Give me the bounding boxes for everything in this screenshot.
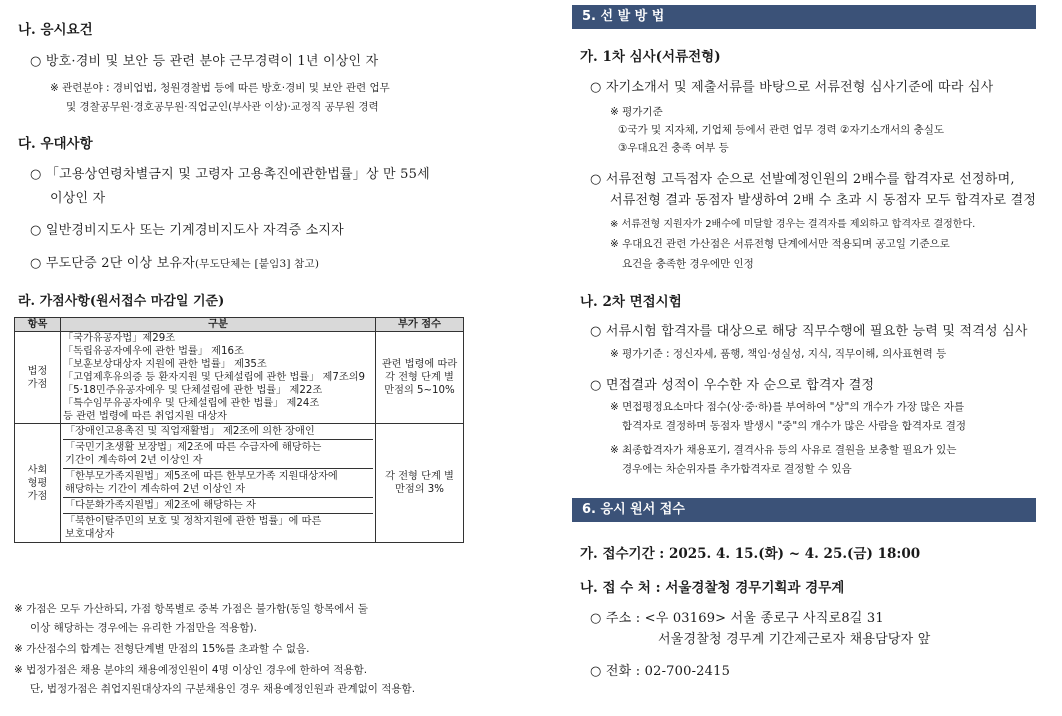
review-note: ※ 서류전형 지원자가 2배수에 미달할 경우는 결격자를 제외하고 합격자로 결정한다. — [610, 219, 976, 230]
legal-points-cell: 관련 법령에 따라 각 전형 단계 별 만점의 5~10% — [376, 332, 464, 424]
category-cell-legal: 법정 가점 — [15, 332, 61, 424]
subsection-title-document-review: 가. 1차 심사(서류전형) — [580, 49, 721, 65]
review-note: ※ 우대요건 관련 가산점은 서류전형 단계에서만 적용되며 공고일 기준으로 — [610, 238, 950, 250]
interview-note-continued: 경우에는 차순위자를 추가합격자로 결정할 수 있음 — [622, 463, 852, 475]
footnote: ※ 가산점수의 합계는 전형단계별 만점의 15%를 초과할 수 없음. — [14, 643, 310, 655]
social-item: 「북한이탈주민의 보호 및 정착지원에 관한 법률」에 따른 보호대상자 — [65, 516, 322, 540]
preference-item-martial-arts: ○ 무도단증 2단 이상 보유자(무도단체는 [붙임3] 참고) — [30, 256, 320, 271]
preference-item-age: ○ 「고용상연령차별금지 및 고령자 고용촉진에관한법률」상 만 55세 — [30, 167, 430, 182]
interview-note: ※ 최종합격자가 채용포기, 결격사유 등의 사유로 결원을 보충할 필요가 있는 — [610, 444, 957, 456]
review-note-continued: 요건을 충족한 경우에만 인정 — [622, 258, 754, 270]
footnote-continued: 단, 법정가점은 취업지원대상자의 구분채용인 경우 채용예정인원과 관계없이 적용함. — [30, 683, 416, 695]
table-header: 항목 — [15, 318, 61, 332]
requirement-note-continued: 및 경찰공무원·경호공무원·직업군인(부사관 이상)·교정직 공무원 경력 — [66, 101, 379, 113]
social-item: 「국민기초생활 보장법」제2조에 따른 수급자에 해당하는 기간이 계속하여 2년 이상인 자 — [63, 440, 373, 469]
section-title-bonus-points: 라. 가점사항(원서접수 마감일 기준) — [18, 294, 225, 309]
application-period: 가. 접수기간 : 2025. 4. 15.(화) ~ 4. 25.(금) 18:00 — [580, 546, 921, 562]
interview-note: ※ 면접평정요소마다 점수(상·중·하)를 부여하여 "상"의 개수가 가장 많은 자를 — [610, 401, 965, 413]
table-header: 구분 — [61, 318, 376, 332]
bonus-points-table — [14, 317, 464, 543]
subsection-title-interview: 나. 2차 면접시험 — [580, 294, 682, 310]
review-item-continued: 서류전형 결과 동점자 발생하여 2배 수 초과 시 동점자 모두 합격자로 결정 — [610, 193, 1037, 208]
review-item: ○ 자기소개서 및 제출서류를 바탕으로 서류전형 심사기준에 따라 심사 — [590, 80, 994, 95]
footnote: ※ 법정가점은 채용 분야의 채용예정인원이 4명 이상인 경우에 한하여 적용함. — [14, 664, 368, 676]
social-items-cell — [61, 424, 376, 543]
table-row-legal — [15, 332, 464, 424]
category-cell-social: 사회 형평 가점 — [15, 424, 61, 543]
review-note: ※ 평가기준 — [610, 106, 663, 118]
address-continued: 서울경찰청 경무계 기간제근로자 채용담당자 앞 — [658, 632, 931, 647]
review-note-criteria: ①국가 및 지자체, 기업체 등에서 관련 업무 경력 ②자기소개서의 충실도 — [618, 124, 945, 136]
requirement-item: ○ 방호·경비 및 보안 등 관련 분야 근무경력이 1년 이상인 자 — [30, 54, 379, 69]
section-bar-selection-method: 5. 선 발 방 법 — [572, 5, 1036, 29]
phone: ○ 전화 : 02-700-2415 — [590, 664, 731, 679]
interview-note-continued: 합격자로 결정하며 동점자 발생시 "중"의 개수가 많은 사람을 합격자로 결정 — [622, 420, 966, 432]
section-title-preferences: 다. 우대사항 — [18, 136, 93, 152]
table-header-row — [15, 318, 464, 332]
table-header: 부가 점수 — [376, 318, 464, 332]
social-item: 「한부모가족지원법」제5조에 따른 한부모가족 지원대상자에 해당하는 기간이 계속하여 2년 이상인 자 — [63, 469, 373, 498]
interview-note: ※ 평가기준 : 정신자세, 품행, 책임·성실성, 지식, 직무이해, 의사표현력 등 — [610, 348, 947, 360]
preference-item-license: ○ 일반경비지도사 또는 기계경비지도사 자격증 소지자 — [30, 223, 344, 238]
application-office: 나. 접 수 처 : 서울경찰청 경무기획과 경무계 — [580, 580, 845, 596]
interview-item: ○ 서류시험 합격자를 대상으로 해당 직무수행에 필요한 능력 및 적격성 심사 — [590, 324, 1028, 339]
interview-item: ○ 면접결과 성적이 우수한 자 순으로 합격자 결정 — [590, 378, 875, 393]
social-points-cell: 각 전형 단계 별 만점의 3% — [376, 424, 464, 543]
footnote-continued: 이상 해당하는 경우에는 유리한 가점만을 적용함). — [30, 622, 257, 634]
section-bar-application: 6. 응시 원서 접수 — [572, 498, 1036, 522]
preference-item-age-cont: 이상인 자 — [50, 191, 106, 206]
social-item: 「다문화가족지원법」제2조에 해당하는 자 — [63, 498, 373, 514]
address: ○ 주소 : <우 03169> 서울 종로구 사직로8길 31 — [590, 611, 884, 626]
review-note-criteria: ③우대요건 충족 여부 등 — [618, 142, 729, 154]
social-item: 「장애인고용촉진 및 직업재활법」 제2조에 의한 장애인 — [63, 424, 373, 440]
table-row-social — [15, 424, 464, 543]
footnote: ※ 가점은 모두 가산하되, 가점 항목별로 중복 가점은 불가함(동일 항목에서 둘 — [14, 603, 368, 615]
right-column — [570, 0, 1050, 716]
legal-laws-cell: 「국가유공자법」제29조 「독립유공자예우에 관한 법률」 제16조 「보훈보상대상자 지원에 관한 법률」 제35조 「고엽제후유의증 등 환자지원 및 단체설립에 관한 법률」 제7조의9 「5·18민주유공자예우 및 단체설립에 관한 법률」 제22조 「특수임무유공자예우 및 단체설립에 관한 법률」 제24조 등 관련 법령에 따른 취업지원 대상자 — [61, 332, 376, 424]
section-title-requirements: 나. 응시요건 — [18, 22, 93, 38]
review-item: ○ 서류전형 고득점자 순으로 선발예정인원의 2배수를 합격자로 선정하며, — [590, 172, 1015, 187]
requirement-note: ※ 관련분야 : 경비업법, 청원경찰법 등에 따른 방호·경비 및 보안 관련 업무 — [50, 82, 390, 94]
